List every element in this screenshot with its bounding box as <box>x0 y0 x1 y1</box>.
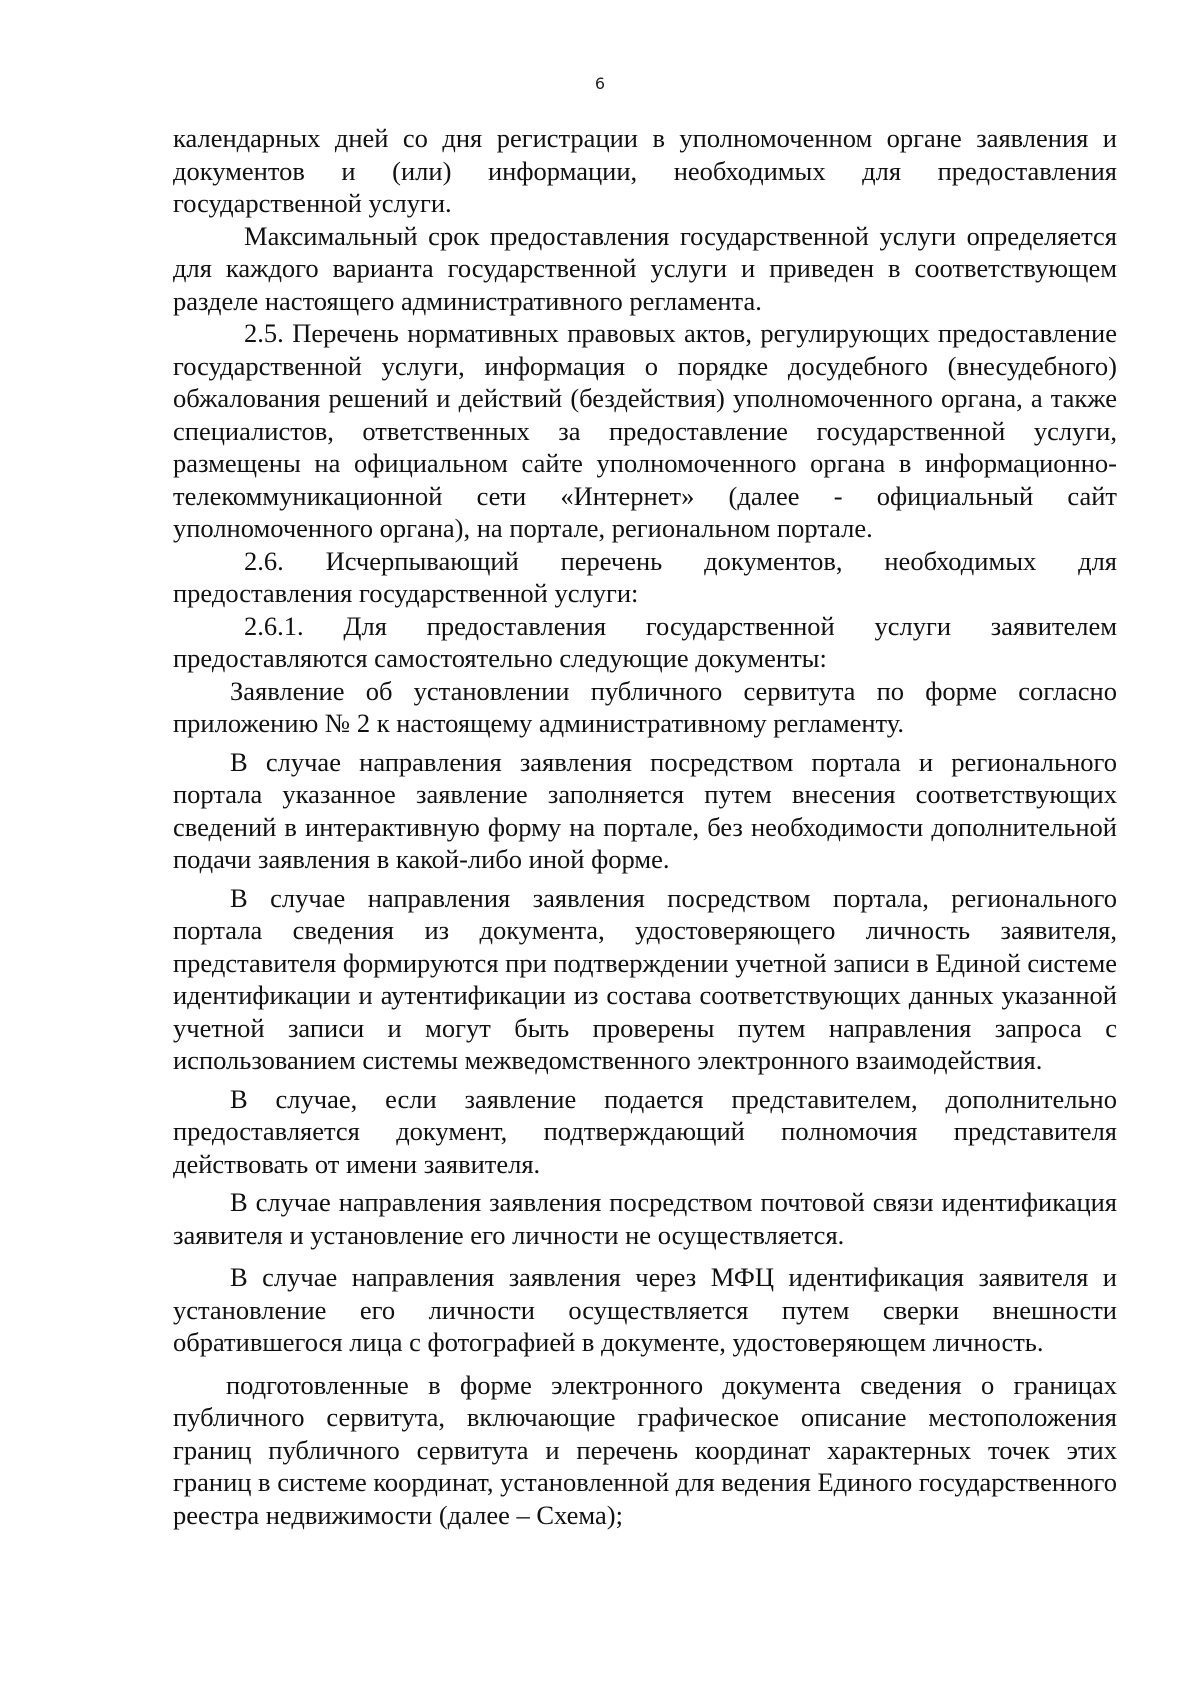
paragraph-2-6-1: 2.6.1. Для предоставления государственной услуги заявителем предоставляются самостоятельно следующие документы: <box>173 610 1117 673</box>
paragraph-identity-esia: В случае направления заявления посредством портала, регионального портала сведения из документа, удостоверяющего личность заявителя, представителя формируются при подтверждении учетной записи в Единой системе идентификации и аутентификации из состава соответствующих данных указанной учетной записи и могут быть проверены путем направления запроса с использованием системы межведомственного электронного взаимодействия. <box>173 882 1117 1075</box>
paragraph-2-6: 2.6. Исчерпывающий перечень документов, необходимых для предоставления государственной услуги: <box>173 545 1117 608</box>
paragraph-max-term: Максимальный срок предоставления государственной услуги определяется для каждого варианта государственной услуги и приведен в соответствующем разделе настоящего административного регламента. <box>173 220 1117 316</box>
paragraph-continuation: календарных дней со дня регистрации в уполномоченном органе заявления и документов и (или) информации, необходимых для предоставления государственной услуги. <box>173 123 1117 218</box>
paragraph-postal: В случае направления заявления посредством почтовой связи идентификация заявителя и установление его личности не осуществляется. <box>173 1187 1117 1250</box>
page-number: 6 <box>594 74 606 93</box>
paragraph-portal-submission: В случае направления заявления посредством портала и регионального портала указанное заявление заполняется путем внесения соответствующих сведений в интерактивную форму на портале, без необходимости дополнительной подачи заявления в какой-либо иной форме. <box>173 746 1117 874</box>
document-body <box>173 122 1117 1531</box>
paragraph-representative: В случае, если заявление подается представителем, дополнительно предоставляется документ, подтверждающий полномочия представителя действовать от имени заявителя. <box>173 1083 1117 1179</box>
paragraph-2-5: 2.5. Перечень нормативных правовых актов, регулирующих предоставление государственной услуги, информация о порядке досудебного (внесудебного) обжалования решений и действий (бездействия) уполномоченного органа, а также специалистов, ответственных за предоставление государственной услуги, размещены на официальном сайте уполномоченного органа в информационно-телекоммуникационной сети «Интернет» (далее - официальный сайт уполномоченного органа), на портале, региональном портале. <box>173 318 1117 543</box>
paragraph-scheme: подготовленные в форме электронного документа сведения о границах публичного сервитута, включающие графическое описание местоположения границ публичного сервитута и перечень координат характерных точек этих границ в системе координат, установленной для ведения Единого государственного реестра недвижимости (далее – Схема); <box>173 1369 1117 1530</box>
paragraph-mfc: В случае направления заявления через МФЦ идентификация заявителя и установление его личности осуществляется путем сверки внешности обратившегося лица с фотографией в документе, удостоверяющем личность. <box>173 1262 1117 1357</box>
paragraph-application-form: Заявление об установлении публичного сервитута по форме согласно приложению № 2 к настоящему административному регламенту. <box>173 675 1117 738</box>
